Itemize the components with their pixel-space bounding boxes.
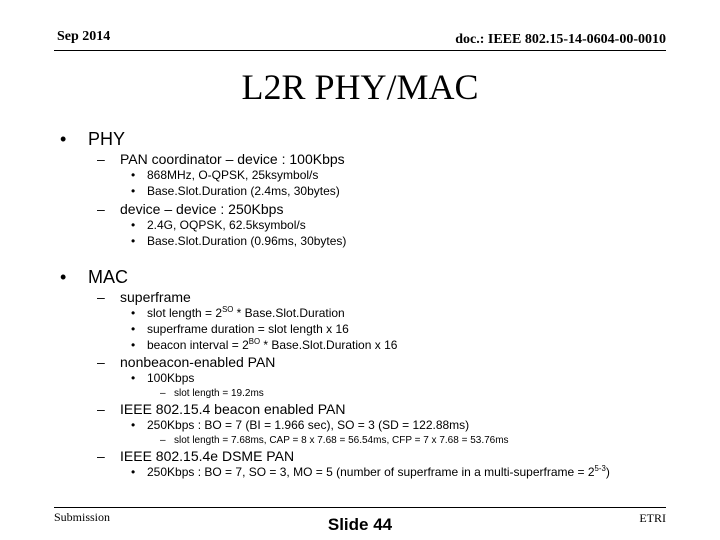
bullet-dash: –	[97, 289, 105, 305]
bullet-dot: •	[131, 234, 136, 248]
header-doc-id: doc.: IEEE 802.15-14-0604-00-0010	[455, 32, 666, 47]
mac-sf-duration: superframe duration = slot length x 16	[147, 322, 349, 336]
bullet-dot: •	[60, 129, 67, 149]
bullet-dash: –	[97, 151, 105, 167]
bullet-dot: •	[131, 338, 136, 352]
mac-sf-slot-length: slot length = $2^{SO}$ * Base.Slot.Duration	[147, 305, 345, 320]
mac-beacon-params: 250Kbps : BO = 7 (BI = 1.966 sec), SO = 3 (SD = 122.88ms)	[147, 418, 470, 432]
bullet-dot: •	[60, 267, 67, 287]
bullet-dot: •	[131, 418, 136, 432]
mac-nonbeacon: nonbeacon-enabled PAN	[120, 354, 276, 370]
mac-superframe: superframe	[120, 289, 191, 305]
phy-device: device – device : 250Kbps	[120, 201, 284, 217]
slide-number: Slide 44	[327, 515, 393, 534]
bullet-dot: •	[131, 306, 136, 320]
bullet-dash: –	[160, 435, 166, 446]
bullet-dot: •	[131, 168, 136, 182]
footer-submission: Submission	[54, 510, 111, 524]
phy-pan-item: Base.Slot.Duration (2.4ms, 30bytes)	[147, 184, 340, 198]
bullet-dash: –	[97, 354, 105, 370]
footer-org: ETRI	[639, 511, 666, 525]
bullet-dash: –	[97, 201, 105, 217]
bullet-dot: •	[131, 371, 136, 385]
bullet-dot: •	[131, 465, 136, 479]
bullet-dot: •	[131, 218, 136, 232]
phy-device-item: Base.Slot.Duration (0.96ms, 30bytes)	[147, 234, 347, 248]
mac-nonbeacon-slot: slot length = 19.2ms	[174, 388, 264, 399]
footer-divider	[54, 507, 666, 508]
mac-nonbeacon-rate: 100Kbps	[147, 371, 195, 385]
bullet-dot: •	[131, 322, 136, 336]
mac-sf-beacon-interval: beacon interval = $2^{BO}$ * Base.Slot.Duration x 16	[147, 337, 398, 352]
phy-pan-coordinator: PAN coordinator – device : 100Kbps	[120, 151, 345, 167]
bullet-dash: –	[97, 401, 105, 417]
mac-dsme-params: 250Kbps : BO = 7, SO = 3, MO = 5 (number of superframe in a multi-superframe = $2^{5-3}$)	[147, 464, 610, 479]
bullet-dash: –	[97, 448, 105, 464]
mac-beacon-detail: slot length = 7.68ms, CAP = 8 x 7.68 = 56.54ms, CFP = 7 x 7.68 = 53.76ms	[174, 435, 509, 446]
header-date: Sep 2014	[57, 29, 111, 44]
bullet-dot: •	[131, 184, 136, 198]
phy-pan-item: 868MHz, O-QPSK, 25ksymbol/s	[147, 168, 319, 182]
slide-title: L2R PHY/MAC	[241, 67, 479, 107]
phy-device-item: 2.4G, OQPSK, 62.5ksymbol/s	[147, 218, 306, 232]
phy-heading: PHY	[88, 129, 126, 149]
mac-heading: MAC	[88, 267, 128, 287]
mac-dsme-pan: IEEE 802.15.4e DSME PAN	[120, 448, 295, 464]
bullet-dash: –	[160, 388, 166, 399]
mac-beacon-pan: IEEE 802.15.4 beacon enabled PAN	[120, 401, 346, 417]
